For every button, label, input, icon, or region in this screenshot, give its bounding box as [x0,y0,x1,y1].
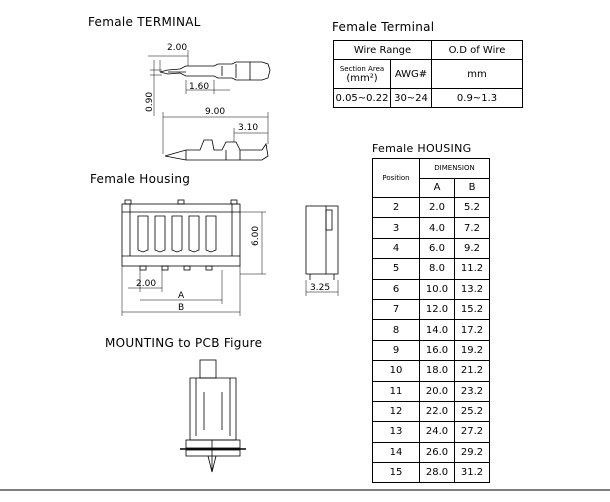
table-row [373,218,490,238]
position-cell: 4 [373,238,420,258]
position-cell: 3 [373,218,420,238]
dimension-a-cell: 16.0 [420,340,455,360]
terminal-side-view [163,112,268,160]
table-row [373,422,490,442]
dimension-a-cell: 28.0 [420,463,455,483]
dimension-a-cell: 24.0 [420,422,455,442]
dimension-a-cell: 26.0 [420,442,455,462]
dimension-a-cell: 12.0 [420,299,455,319]
female-terminal-drawing-title: Female TERMINAL [88,15,201,29]
awg-header: AWG# [391,60,432,89]
dim-6-00: 6.00 [251,225,261,246]
table-row [373,381,490,401]
table-row [373,401,490,421]
col-a-header: A [420,178,455,198]
position-cell: 9 [373,340,420,360]
table-row [373,279,490,299]
table-row [373,299,490,319]
od-of-wire-header: O.D of Wire [432,41,523,60]
position-cell: 6 [373,279,420,299]
dimension-b-cell: 15.2 [455,299,490,319]
dimension-a-cell: 4.0 [420,218,455,238]
position-cell: 15 [373,463,420,483]
dim-9-00: 9.00 [205,107,226,117]
dimension-a-cell: 20.0 [420,381,455,401]
dimension-b-cell: 5.2 [455,198,490,218]
position-cell: 2 [373,198,420,218]
dimension-header: DIMENSION [420,159,490,179]
position-cell: 13 [373,422,420,442]
dimension-b-cell: 27.2 [455,422,490,442]
dimension-a-cell: 6.0 [420,238,455,258]
dimension-a-cell: 18.0 [420,361,455,381]
table-row [373,320,490,340]
dimension-b-cell: 13.2 [455,279,490,299]
dim-2-00: 2.00 [167,43,188,53]
section-area-value: 0.05~0.22 [334,89,391,108]
dimension-a-cell: 10.0 [420,279,455,299]
table-row [373,442,490,462]
female-housing-drawing-title: Female Housing [90,172,191,186]
dim-3-10: 3.10 [238,123,259,133]
dimension-b-cell: 7.2 [455,218,490,238]
table-row [373,238,490,258]
table-row [373,340,490,360]
position-cell: 11 [373,381,420,401]
housing-front-view [122,200,266,316]
table-row [373,259,490,279]
mounting-figure [180,360,246,472]
mm-header: mm [432,60,523,89]
female-terminal-table-title: Female Terminal [332,20,435,34]
dimension-b-cell: 19.2 [455,340,490,360]
position-cell: 8 [373,320,420,340]
dim-0-90: 0.90 [145,91,155,112]
position-header: Position [373,159,420,198]
dimension-a-cell: 22.0 [420,401,455,421]
position-cell: 12 [373,401,420,421]
dimension-b-cell: 17.2 [455,320,490,340]
awg-value: 30~24 [391,89,432,108]
dim-1-60: 1.60 [189,82,210,92]
dimension-a-cell: 14.0 [420,320,455,340]
dimension-b-cell: 31.2 [455,463,490,483]
dim-pitch-2-00: 2.00 [136,279,157,289]
table-row [373,198,490,218]
wire-range-header: Wire Range [334,41,432,60]
dimension-b-cell: 11.2 [455,259,490,279]
dim-b-label: B [178,303,185,313]
female-housing-table [372,158,490,483]
position-cell: 5 [373,259,420,279]
table-row [373,463,490,483]
dimension-b-cell: 29.2 [455,442,490,462]
col-b-header: B [455,178,490,198]
dimension-b-cell: 21.2 [455,361,490,381]
dimension-b-cell: 25.2 [455,401,490,421]
section-area-header: Section Area (mm²) [334,60,391,89]
dimension-b-cell: 9.2 [455,238,490,258]
table-row [373,361,490,381]
od-value: 0.9~1.3 [432,89,523,108]
dimension-b-cell: 23.2 [455,381,490,401]
position-cell: 14 [373,442,420,462]
position-cell: 10 [373,361,420,381]
female-housing-table-title: Female HOUSING [372,142,472,155]
dimension-a-cell: 8.0 [420,259,455,279]
female-terminal-table [333,40,523,108]
dimension-a-cell: 2.0 [420,198,455,218]
position-cell: 7 [373,299,420,319]
mounting-title: MOUNTING to PCB Figure [105,336,263,350]
dim-3-25: 3.25 [310,283,331,293]
dim-a-label: A [178,291,185,301]
